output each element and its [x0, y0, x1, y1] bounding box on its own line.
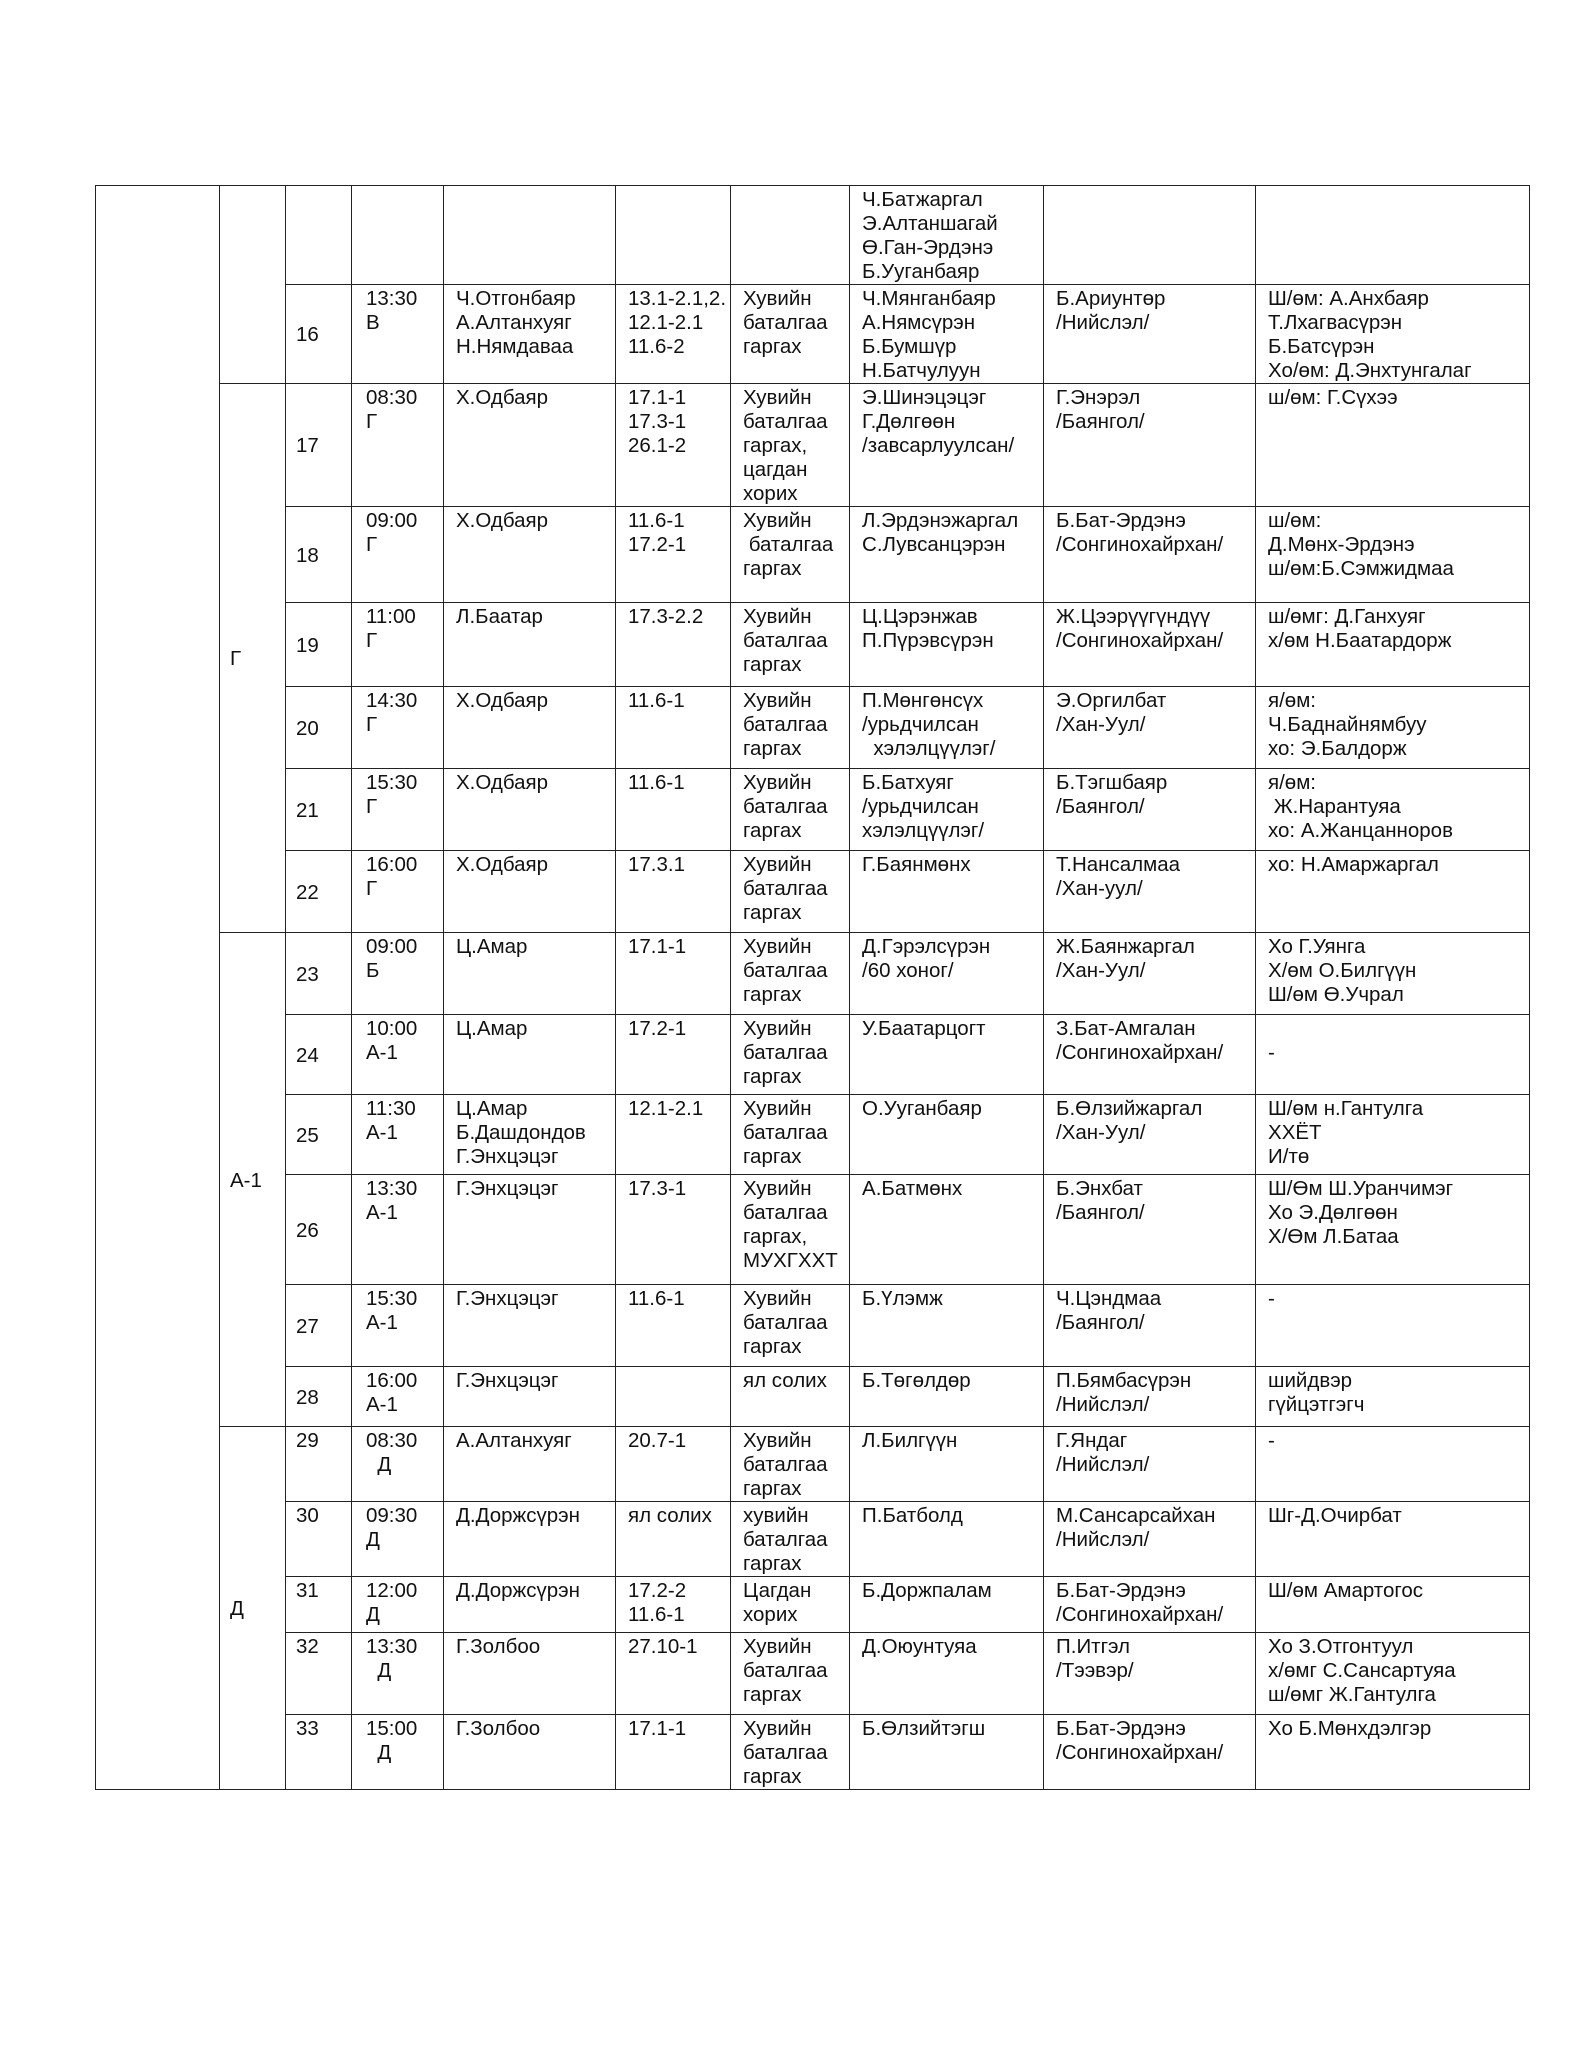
judge-names: [444, 186, 616, 285]
criminal-article: 17.1-1 17.3-1 26.1-2: [616, 384, 731, 507]
criminal-article: [616, 1367, 731, 1427]
lawyer-names: ш/өмг: Д.Ганхуяг х/өм Н.Баатардорж: [1256, 603, 1530, 687]
lawyer-names: хо: Н.Амаржаргал: [1256, 851, 1530, 933]
judge-names: Х.Одбаяр: [444, 384, 616, 507]
accused-names: У.Баатарцогт: [850, 1015, 1044, 1095]
lawyer-names: -: [1256, 1285, 1530, 1367]
session-time-room: 16:00 А-1: [352, 1367, 444, 1427]
session-time-room: 15:00 Д: [352, 1715, 444, 1790]
accused-names: Б.Өлзийтэгш: [850, 1715, 1044, 1790]
criminal-article: 17.1-1: [616, 933, 731, 1015]
session-time-room: [352, 186, 444, 285]
session-time-room: 10:00 А-1: [352, 1015, 444, 1095]
decision-type: Хувийн баталгаа гаргах: [731, 687, 850, 769]
judge-names: Г.Энхцэцэг: [444, 1175, 616, 1285]
prosecutor-name: М.Сансарсайхан /Нийслэл/: [1044, 1502, 1256, 1577]
judge-names: Х.Одбаяр: [444, 507, 616, 603]
lawyer-names: я/өм: Ч.Баднайнямбуу хо: Э.Балдорж: [1256, 687, 1530, 769]
criminal-article: 17.3-1: [616, 1175, 731, 1285]
decision-type: Хувийн баталгаа гаргах: [731, 1095, 850, 1175]
row-number: 24: [286, 1015, 352, 1095]
session-time-room: 08:30 Г: [352, 384, 444, 507]
decision-type: Хувийн баталгаа гаргах: [731, 1633, 850, 1715]
row-number: 18: [286, 507, 352, 603]
decision-type: Хувийн баталгаа гаргах: [731, 933, 850, 1015]
session-time-room: 12:00 Д: [352, 1577, 444, 1633]
prosecutor-name: Т.Нансалмаа /Хан-уул/: [1044, 851, 1256, 933]
judge-names: Х.Одбаяр: [444, 851, 616, 933]
decision-type: Хувийн баталгаа гаргах, МУХГХХТ: [731, 1175, 850, 1285]
session-time-room: 11:00 Г: [352, 603, 444, 687]
accused-names: Д.Оюунтуяа: [850, 1633, 1044, 1715]
row-number: [286, 186, 352, 285]
accused-names: Л.Билгүүн: [850, 1427, 1044, 1502]
schedule-row: [96, 1577, 1530, 1633]
accused-names: П.Мөнгөнсүх /урьдчилсан хэлэлцүүлэг/: [850, 687, 1044, 769]
prosecutor-name: Ч.Цэндмаа /Баянгол/: [1044, 1285, 1256, 1367]
session-time-room: 15:30 Г: [352, 769, 444, 851]
row-number: 29: [286, 1427, 352, 1502]
accused-names: О.Ууганбаяр: [850, 1095, 1044, 1175]
criminal-article: 17.1-1: [616, 1715, 731, 1790]
accused-names: Ч.Батжаргал Э.Алтаншагай Ө.Ган-Эрдэнэ Б.Ууганбаяр: [850, 186, 1044, 285]
row-number: 22: [286, 851, 352, 933]
schedule-row: [96, 1715, 1530, 1790]
courtroom-group-label: Г: [220, 384, 286, 933]
judge-names: Г.Энхцэцэг: [444, 1367, 616, 1427]
lawyer-names: Хо Б.Мөнхдэлгэр: [1256, 1715, 1530, 1790]
judge-names: Г.Золбоо: [444, 1633, 616, 1715]
lawyer-names: Ш/өм н.Гантулга ХХЁТ И/тө: [1256, 1095, 1530, 1175]
schedule-row: [96, 1175, 1530, 1285]
accused-names: П.Батболд: [850, 1502, 1044, 1577]
prosecutor-name: Б.Өлзийжаргал /Хан-Уул/: [1044, 1095, 1256, 1175]
decision-type: [731, 186, 850, 285]
lawyer-names: ш/өм: Д.Мөнх-Эрдэнэ ш/өм:Б.Сэмжидмаа: [1256, 507, 1530, 603]
row-number: 16: [286, 285, 352, 384]
lawyer-names: шийдвэр гүйцэтгэгч: [1256, 1367, 1530, 1427]
decision-type: Хувийн баталгаа гаргах: [731, 285, 850, 384]
judge-names: Ц.Амар: [444, 1015, 616, 1095]
judge-names: Д.Доржсүрэн: [444, 1577, 616, 1633]
row-number: 27: [286, 1285, 352, 1367]
prosecutor-name: [1044, 186, 1256, 285]
schedule-row: [96, 1095, 1530, 1175]
accused-names: Л.Эрдэнэжаргал С.Лувсанцэрэн: [850, 507, 1044, 603]
judge-names: Ч.Отгонбаяр А.Алтанхуяг Н.Нямдаваа: [444, 285, 616, 384]
courtroom-group-label: А-1: [220, 933, 286, 1427]
schedule-row: [96, 384, 1530, 507]
schedule-row: [96, 933, 1530, 1015]
schedule-row: [96, 1285, 1530, 1367]
session-time-room: 15:30 А-1: [352, 1285, 444, 1367]
schedule-row: [96, 507, 1530, 603]
criminal-article: 17.2-1: [616, 1015, 731, 1095]
session-time-room: 13:30 В: [352, 285, 444, 384]
row-number: 21: [286, 769, 352, 851]
lawyer-names: Шг-Д.Очирбат: [1256, 1502, 1530, 1577]
accused-names: Б.Төгөлдөр: [850, 1367, 1044, 1427]
decision-type: хувийн баталгаа гаргах: [731, 1502, 850, 1577]
lawyer-names: -: [1256, 1427, 1530, 1502]
schedule-row: [96, 687, 1530, 769]
judge-names: Ц.Амар Б.Дашдондов Г.Энхцэцэг: [444, 1095, 616, 1175]
row-number: 26: [286, 1175, 352, 1285]
row-number: 17: [286, 384, 352, 507]
judge-names: Г.Энхцэцэг: [444, 1285, 616, 1367]
row-number: 33: [286, 1715, 352, 1790]
row-number: 25: [286, 1095, 352, 1175]
lawyer-names: ш/өм: Г.Сүхээ: [1256, 384, 1530, 507]
row-number: 20: [286, 687, 352, 769]
criminal-article: 12.1-2.1: [616, 1095, 731, 1175]
session-time-room: 13:30 А-1: [352, 1175, 444, 1285]
criminal-article: 27.10-1: [616, 1633, 731, 1715]
blank-first-column: [96, 186, 220, 1790]
lawyer-names: Ш/Өм Ш.Уранчимэг Хо Э.Дөлгөөн Х/Өм Л.Батаа: [1256, 1175, 1530, 1285]
judge-names: Х.Одбаяр: [444, 769, 616, 851]
schedule-row: [96, 1633, 1530, 1715]
schedule-row: [96, 186, 1530, 285]
prosecutor-name: З.Бат-Амгалан /Сонгинохайрхан/: [1044, 1015, 1256, 1095]
session-time-room: 14:30 Г: [352, 687, 444, 769]
decision-type: Хувийн баталгаа гаргах: [731, 603, 850, 687]
lawyer-names: [1256, 186, 1530, 285]
prosecutor-name: Б.Бат-Эрдэнэ /Сонгинохайрхан/: [1044, 1577, 1256, 1633]
prosecutor-name: П.Итгэл /Тээвэр/: [1044, 1633, 1256, 1715]
prosecutor-name: Б.Ариунтөр /Нийслэл/: [1044, 285, 1256, 384]
schedule-row: [96, 1367, 1530, 1427]
judge-names: Л.Баатар: [444, 603, 616, 687]
schedule-row: [96, 1502, 1530, 1577]
schedule-row: [96, 285, 1530, 384]
prosecutor-name: П.Бямбасүрэн /Нийслэл/: [1044, 1367, 1256, 1427]
criminal-article: 13.1-2.1,2. 12.1-2.1 11.6-2: [616, 285, 731, 384]
accused-names: Ч.Мянганбаяр А.Нямсүрэн Б.Бумшүр Н.Батчулуун: [850, 285, 1044, 384]
decision-type: Хувийн баталгаа гаргах: [731, 1285, 850, 1367]
criminal-article: 20.7-1: [616, 1427, 731, 1502]
accused-names: Б.Үлэмж: [850, 1285, 1044, 1367]
accused-names: Г.Баянмөнх: [850, 851, 1044, 933]
schedule-row: [96, 851, 1530, 933]
accused-names: Ц.Цэрэнжав П.Пүрэвсүрэн: [850, 603, 1044, 687]
session-time-room: 09:30 Д: [352, 1502, 444, 1577]
prosecutor-name: Б.Бат-Эрдэнэ /Сонгинохайрхан/: [1044, 1715, 1256, 1790]
decision-type: Хувийн баталгаа гаргах: [731, 507, 850, 603]
schedule-row: [96, 1427, 1530, 1502]
lawyer-names: -: [1256, 1015, 1530, 1095]
courtroom-group-label: Д: [220, 1427, 286, 1790]
prosecutor-name: Б.Энхбат /Баянгол/: [1044, 1175, 1256, 1285]
prosecutor-name: Б.Бат-Эрдэнэ /Сонгинохайрхан/: [1044, 507, 1256, 603]
prosecutor-name: Б.Тэгшбаяр /Баянгол/: [1044, 769, 1256, 851]
judge-names: Ц.Амар: [444, 933, 616, 1015]
criminal-article: 11.6-1: [616, 769, 731, 851]
criminal-article: 11.6-1 17.2-1: [616, 507, 731, 603]
accused-names: Д.Гэрэлсүрэн /60 хоног/: [850, 933, 1044, 1015]
decision-type: Хувийн баталгаа гаргах, цагдан хорих: [731, 384, 850, 507]
row-number: 19: [286, 603, 352, 687]
prosecutor-name: Ж.Баянжаргал /Хан-Уул/: [1044, 933, 1256, 1015]
row-number: 30: [286, 1502, 352, 1577]
courtroom-group-label: [220, 186, 286, 384]
prosecutor-name: Э.Оргилбат /Хан-Уул/: [1044, 687, 1256, 769]
session-time-room: 13:30 Д: [352, 1633, 444, 1715]
criminal-article: [616, 186, 731, 285]
criminal-article: 17.3-2.2: [616, 603, 731, 687]
judge-names: Х.Одбаяр: [444, 687, 616, 769]
criminal-article: ял солих: [616, 1502, 731, 1577]
lawyer-names: я/өм: Ж.Нарантуяа хо: А.Жанцанноров: [1256, 769, 1530, 851]
court-schedule-table: [95, 185, 1530, 1790]
decision-type: Хувийн баталгаа гаргах: [731, 1715, 850, 1790]
criminal-article: 11.6-1: [616, 687, 731, 769]
judge-names: А.Алтанхуяг: [444, 1427, 616, 1502]
schedule-row: [96, 769, 1530, 851]
session-time-room: 08:30 Д: [352, 1427, 444, 1502]
accused-names: Б.Доржпалам: [850, 1577, 1044, 1633]
decision-type: Хувийн баталгаа гаргах: [731, 1427, 850, 1502]
lawyer-names: Ш/өм Амартогос: [1256, 1577, 1530, 1633]
decision-type: ял солих: [731, 1367, 850, 1427]
schedule-row: [96, 603, 1530, 687]
row-number: 23: [286, 933, 352, 1015]
decision-type: Хувийн баталгаа гаргах: [731, 769, 850, 851]
session-time-room: 11:30 А-1: [352, 1095, 444, 1175]
row-number: 32: [286, 1633, 352, 1715]
accused-names: Э.Шинэцэцэг Г.Дөлгөөн /завсарлуулсан/: [850, 384, 1044, 507]
prosecutor-name: Г.Энэрэл /Баянгол/: [1044, 384, 1256, 507]
decision-type: Цагдан хорих: [731, 1577, 850, 1633]
lawyer-names: Хо З.Отгонтуул х/өмг С.Сансартуяа ш/өмг Ж.Гантулга: [1256, 1633, 1530, 1715]
session-time-room: 09:00 Г: [352, 507, 444, 603]
row-number: 31: [286, 1577, 352, 1633]
criminal-article: 17.3.1: [616, 851, 731, 933]
accused-names: Б.Батхуяг /урьдчилсан хэлэлцүүлэг/: [850, 769, 1044, 851]
schedule-row: [96, 1015, 1530, 1095]
lawyer-names: Хо Г.Уянга Х/өм О.Билгүүн Ш/өм Ө.Учрал: [1256, 933, 1530, 1015]
session-time-room: 16:00 Г: [352, 851, 444, 933]
prosecutor-name: Ж.Цээрүүгүндүү /Сонгинохайрхан/: [1044, 603, 1256, 687]
prosecutor-name: Г.Яндаг /Нийслэл/: [1044, 1427, 1256, 1502]
lawyer-names: Ш/өм: А.Анхбаяр Т.Лхагвасүрэн Б.Батсүрэн Хо/өм: Д.Энхтунгалаг: [1256, 285, 1530, 384]
session-time-room: 09:00 Б: [352, 933, 444, 1015]
judge-names: Д.Доржсүрэн: [444, 1502, 616, 1577]
row-number: 28: [286, 1367, 352, 1427]
criminal-article: 11.6-1: [616, 1285, 731, 1367]
judge-names: Г.Золбоо: [444, 1715, 616, 1790]
criminal-article: 17.2-2 11.6-1: [616, 1577, 731, 1633]
decision-type: Хувийн баталгаа гаргах: [731, 1015, 850, 1095]
accused-names: А.Батмөнх: [850, 1175, 1044, 1285]
decision-type: Хувийн баталгаа гаргах: [731, 851, 850, 933]
